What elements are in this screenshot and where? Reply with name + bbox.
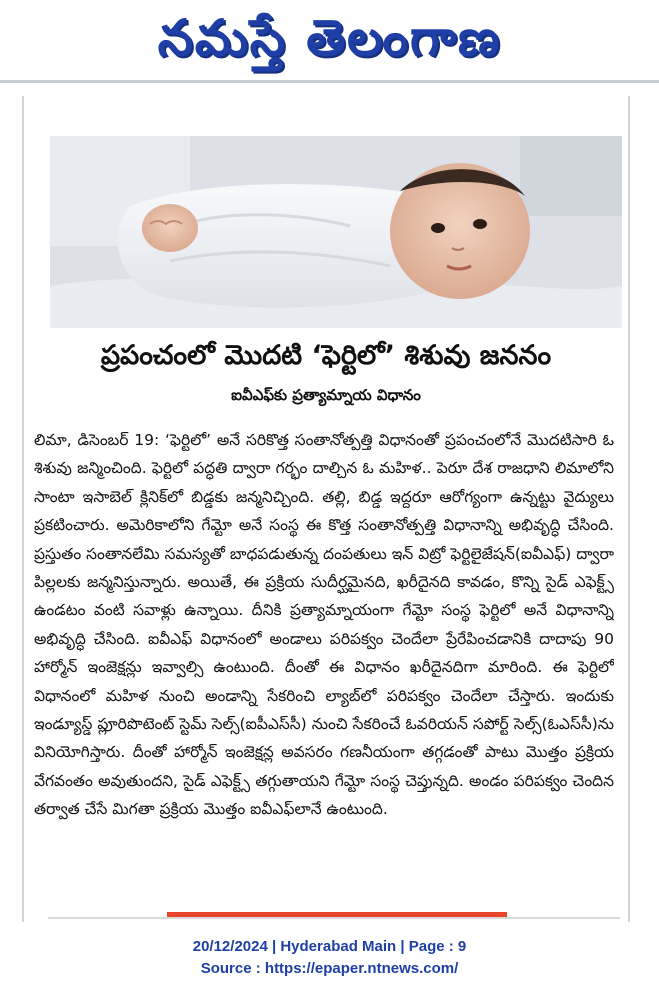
publication-info: 20/12/2024 | Hyderabad Main | Page : 9 [192,938,467,955]
article-subheadline: ఐవీఎఫ్‌కు ప్రత్యామ్నాయ విధానం [231,386,421,404]
masthead-divider [0,80,659,83]
accent-divider [167,912,507,917]
clip-bottom-border [48,917,620,919]
newborn-baby-photo [50,136,622,328]
masthead-title: నమస్తే తెలంగాణ [157,9,502,67]
article-body: లిమా, డిసెంబర్ 19: ‘ఫెర్టిలో’ అనే సరికొత్త సంతానోత్పత్తి విధానంతో ప్రపంచంలోనే మొదటిసారి ఓ శిశువు జన్మించింది. ఫెర్టిలో పద్ధతి ద్వారా గర్భం దాల్చిన ఓ మహిళ.. పెరూ దేశ రాజధాని లిమాలోని సాంటా ఇసాబెల్ క్లినిక్‌లో బిడ్డకు జన్మనిచ్చింది. తల్లి, బిడ్డ ఇద్దరూ ఆరోగ్యంగా ఉన్నట్టు వైద్యులు ప్రకటించారు. అమెరికాలోని గేమ్టో అనే సంస్థ ఈ కొత్త సంతానోత్పత్తి విధానాన్ని అభివృద్ధి చేసింది. ప్రస్తుతం సంతానలేమి సమస్యతో బాధపడుతున్న దంపతులు ఇన్ విట్రో ఫెర్టిలైజేషన్(ఐవీఎఫ్) ద్వారా పిల్లలకు జన్మనిస్తున్నారు. అయితే, ఈ ప్రక్రియ సుదీర్ఘమైనది, ఖరీదైనది కావడం, కొన్ని సైడ్ ఎఫెక్ట్స్ ఉండటం వంటి సవాళ్లు ఉన్నాయి. దీనికి ప్రత్యామ్నాయంగా గేమ్టో సంస్థ ఫెర్టిలో అనే విధానాన్ని అభివృద్ధి చేసింది. ఐవీఎఫ్ విధానంలో అండాలు పరిపక్వం చెందేలా ప్రేరేపించడానికి దాదాపు 90 హార్మోన్ ఇంజెక్షన్లు ఇవ్వాల్సి ఉంటుంది. దీంతో ఈ విధానం ఖరీదైనదిగా మారింది. ఈ ఫెర్టిలో విధానంలో మహిళ నుంచి అండాన్ని సేకరించి ల్యాబ్‌లో పరిపక్వం చెందేలా చేస్తారు. ఇందుకు ఇండ్యూస్డ్ ప్లూరిపొటెంట్ స్టెమ్ సెల్స్(ఐపీఎస్‌సీ) నుంచి సేకరించే ఓవరియన్ సపోర్ట్ సెల్స్(ఓఎస్‌సీ)ను వినియోగిస్తారు. దీంతో హార్మోన్ ఇంజెక్షన్ల అవసరం గణనీయంగా తగ్గడంతో పాటు మొత్తం ప్రక్రియ వేగవంతం అవుతుందని, సైడ్ ఎఫెక్ట్స్ తగ్గుతాయని గేమ్టో సంస్థ చెప్తున్నది. అండం పరిపక్వం చెందిన తర్వాత చేసే మిగతా ప్రక్రియ మొత్తం ఐవీఎఫ్‌లానే ఉంటుంది. [34,431,614,819]
article-clipping [22,96,630,922]
article-headline: ప్రపంచంలో మొదటి ‘ఫెర్టిలో’ శిశువు జననం [100,340,552,371]
source-link[interactable]: Source : https://epaper.ntnews.com/ [200,960,459,977]
